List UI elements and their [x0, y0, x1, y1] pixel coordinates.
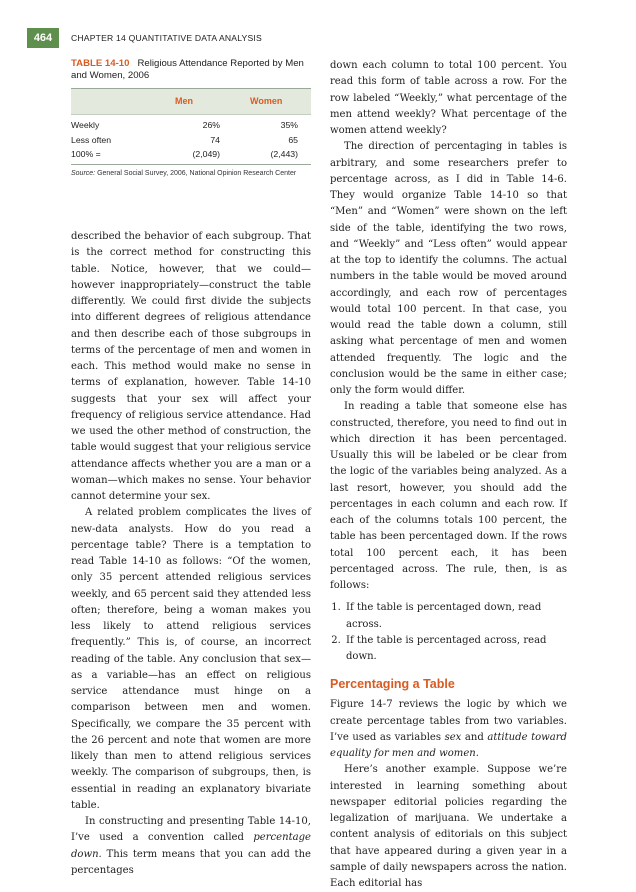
row-label: Less often — [71, 134, 112, 145]
table-title: Religious Attendance Reported by Men and Women, 2006 — [71, 58, 304, 82]
table-row — [71, 133, 311, 148]
table-row — [71, 118, 311, 133]
table-source — [71, 170, 296, 177]
chapter-title: CHAPTER 14 QUANTITATIVE DATA ANALYSIS — [71, 33, 262, 43]
rule-list — [330, 600, 567, 665]
left-column — [71, 229, 311, 879]
paragraph: A related problem complicates the lives of new-data analysts. How do you read a percentage table? There is a temptation to read Table 14-10 as follows: “Of the women, only 35 percent attended religious services weekly, and 65 percent said they attended less often; therefore, being a woman makes you less likely to attend religious services frequently.” This is, of course, an incorrect reading of the table. Any conclusion that sex—as a variable—has an effect on religious service attendance must hinge on a comparison between men and women. Specifically, we compare the 35 percent with the 26 percent and note that women are more likely than men to attend religious services weekly. The comparison of subgroups, then, is essential in reading an explanatory bivariate table. — [71, 507, 311, 811]
emphasis-text: attitude toward equality for men and women. — [330, 731, 567, 759]
text-run: This term means that you can add the percentages — [71, 848, 311, 876]
page-number: 464 — [27, 28, 59, 48]
table-caption — [71, 58, 311, 83]
paragraph: The direction of percentaging in tables is arbitrary, and some researchers prefer to percentage across, as I did in Table 14-6. They would organize Table 14-10 so that “Men” and “Women” were shown on the left side of the table, identifying the two rows, and “Weekly” and “Less often” would appear at the top to identify the columns. The actual numbers in the table would be moved around accordingly, and each row of percentages would total 100 percent. In that case, you would read the table down a column, still asking what percentage of men and women attended frequently. The logic and the conclusion would be the same in either case; only the form would differ. — [330, 141, 567, 396]
emphasis-text: percentage down. — [71, 832, 311, 860]
text-run: and — [461, 731, 488, 743]
paragraph: described the behavior of each subgroup. That is the correct method for constructing this table. Notice, however, that we could—however inappropriately—construct the table differently. We could first divide the subjects into different degrees of religious attendance and then describe each of those subgroups in terms of the percentage of men and women in each. This method would make no sense in terms of explanation, however. Table 14-10 suggests that your sex will affect your frequency of religious service attendance. Had we used the other method of construction, the table would suggest that your religious service attendance affects whether you are a man or a woman—which makes no sense. Your behavior cannot determine your sex. — [71, 231, 311, 502]
paragraph: Here’s another example. Suppose we’re interested in learning something about newspaper editorial policies regarding the legalization of marijuana. We undertake a content analysis of editorials on this subject that have appeared during a given year in a sample of daily newspapers across the nation. Each editorial has — [330, 764, 567, 889]
table-14-10 — [71, 58, 311, 186]
column-header-men: Men — [175, 96, 193, 106]
cell-men: 26% — [202, 120, 220, 130]
paragraph — [330, 697, 567, 762]
column-header-women: Women — [250, 96, 283, 106]
text-run: Figure 14-7 reviews the logic by which we create percentage tables from two variables. I’ve used as variables — [330, 699, 567, 743]
table-header-row — [71, 89, 311, 115]
section-heading: Percentaging a Table — [330, 677, 455, 692]
text-run: In constructing and presenting Table 14-10, I’ve used a convention called — [71, 816, 311, 844]
paragraph: down each column to total 100 percent. You read this form of table across a row. For the row labeled “Weekly,” what percentage of the men attend weekly? What percentage of the women attend weekly? — [330, 60, 567, 136]
source-label: Source: — [71, 170, 96, 177]
cell-men: (2,049) — [192, 149, 220, 159]
list-item: 2. If the table is percentaged across, read down. — [344, 633, 567, 666]
table-row — [71, 147, 311, 162]
emphasis-text: sex — [444, 731, 462, 743]
data-table — [71, 88, 311, 165]
source-text: General Social Survey, 2006, National Opinion Research Center — [97, 170, 297, 177]
page-header — [0, 28, 636, 48]
cell-women: 65 — [288, 134, 298, 145]
cell-women: (2,443) — [270, 149, 298, 159]
cell-men: 74 — [210, 134, 220, 145]
row-label: Weekly — [71, 120, 100, 130]
right-column — [330, 58, 567, 892]
paragraph: In reading a table that someone else has constructed, therefore, you need to find out in which direction it has been percentaged. Usually this will be labeled or be clear from the logic of the variables being analyzed. As a last resort, however, you should add the percentages in each column and each row. If each of the columns totals 100 percent, the table has been percentaged down. If the rows total 100 percent each, it has been percentaged across. The rule, then, is as follows: — [330, 401, 567, 591]
row-label: 100% = — [71, 149, 101, 159]
table-number: TABLE 14-10 — [71, 58, 130, 69]
cell-women: 35% — [280, 120, 298, 130]
list-item: 1. If the table is percentaged down, read across. — [344, 600, 567, 633]
paragraph — [71, 814, 311, 879]
